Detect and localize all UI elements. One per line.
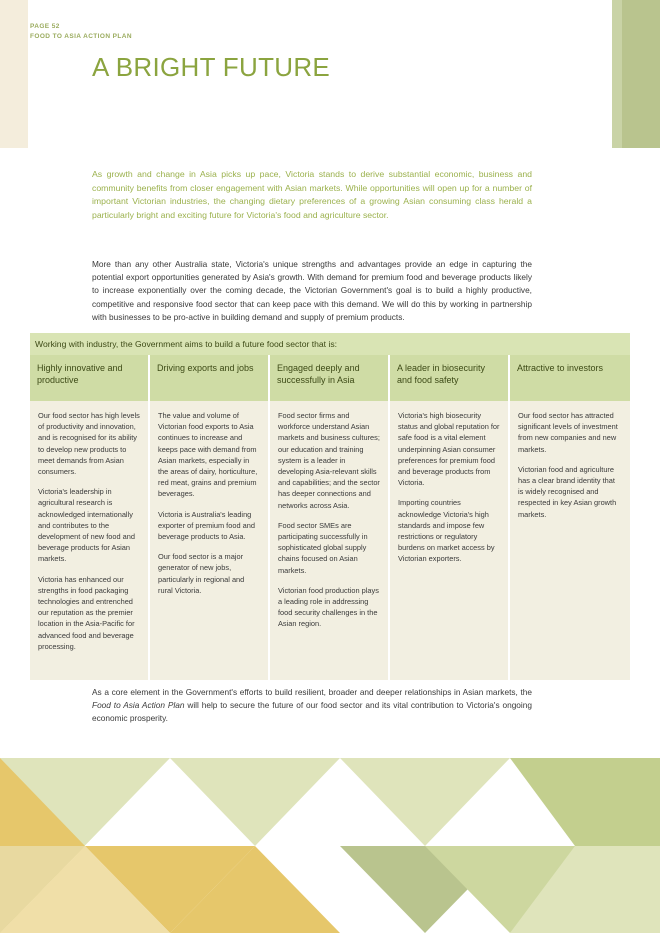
- column-paragraph: Victorian food and agriculture has a clear brand identity that is widely recognised and respected in key Asian growth markets.: [518, 464, 617, 519]
- column-heading: A leader in biosecurity and food safety: [390, 355, 508, 401]
- page-title: A BRIGHT FUTURE: [92, 52, 331, 82]
- intro-body-paragraph: More than any other Australia state, Victoria's unique strengths and advantages provide an edge in capturing the potential export opportunities generated by Asia's growth. With demand for premium food and beverage products likely to increase exponentially over the coming decade, the Victorian Government's goal is to build a highly productive, competitive and responsive food sector that can keep pace with this demand. We will do this by working in partnership with businesses to be pro-active in building demand and supply of premium products.: [92, 259, 532, 322]
- column-body: [510, 401, 630, 680]
- column-paragraph: Our food sector has high levels of productivity and innovation, and is recognised for its ability to develop new products to meet demands from Asian consumers.: [38, 411, 140, 477]
- column-heading: Attractive to investors: [510, 355, 630, 401]
- column-paragraph: Our food sector is a major generator of new jobs, particularly in regional and rural Victoria.: [158, 552, 245, 595]
- future-food-sector-table: [30, 333, 630, 680]
- table-banner: Working with industry, the Government aims to build a future food sector that is:: [30, 333, 630, 355]
- closing-paragraph: [92, 686, 532, 726]
- column-paragraph: Importing countries acknowledge Victoria's high standards and impose few restrictions or regulatory burdens on market access by Victorian exporters.: [398, 498, 495, 564]
- publication-name: FOOD TO ASIA ACTION PLAN: [30, 33, 132, 40]
- plan-title-italic: Food to Asia Action Plan: [92, 700, 185, 711]
- decorative-footer: [0, 758, 660, 933]
- column-paragraph: Victoria's leadership in agricultural research is acknowledged internationally and contributes to the development of new food and beverage products for Asian markets.: [38, 487, 135, 564]
- table-columns: [30, 355, 630, 680]
- footer-triangles: [0, 758, 660, 933]
- column-paragraph: Food sector SMEs are participating successfully in sophisticated global supply chains focused on Asian markets.: [278, 520, 368, 575]
- column-heading: Highly innovative and productive: [30, 355, 148, 401]
- column-paragraph: Victorian food production plays a leading role in addressing food security challenges in the Asian region.: [278, 585, 379, 629]
- column-paragraph: Our food sector has attracted significant levels of investment from new companies and new markets.: [518, 411, 618, 454]
- column-paragraph: The value and volume of Victorian food exports to Asia continues to increase and keeps pace with demand from Asian markets, especially in the areas of dairy, horticulture, red meat, grains and premium beverages.: [158, 411, 258, 499]
- column-body: [30, 401, 148, 680]
- column-paragraph: Victoria has enhanced our strengths in food packaging technologies and entrenched our reputation as the premier location in the Asia-Pacific for advanced food and beverage processing.: [38, 574, 135, 651]
- page-meta: [30, 22, 132, 42]
- decorative-band-right-inner: [612, 0, 622, 148]
- closing-text-after: will help to secure the future of our food sector and its vital contribution to Victoria's ongoing economic prosperity.: [92, 700, 532, 724]
- page-number: PAGE 52: [30, 23, 60, 30]
- decorative-band-right: [622, 0, 660, 148]
- column-body: [390, 401, 508, 680]
- column-heading: Engaged deeply and successfully in Asia: [270, 355, 388, 401]
- closing-text-before: As a core element in the Government's efforts to build resilient, broader and deeper relationships in Asian markets, the: [92, 687, 532, 697]
- decorative-band-left: [0, 0, 28, 148]
- table-column-engaged: [270, 355, 390, 680]
- column-heading: Driving exports and jobs: [150, 355, 268, 401]
- column-body: [270, 401, 388, 680]
- intro-lead-paragraph: As growth and change in Asia picks up pace, Victoria stands to derive substantial economic, business and community benefits from closer engagement with Asian markets. While opportunities will open up for a number of important Victorian industries, the changing dietary preferences of a growing Asian consuming class herald a particularly bright and exciting future for Victoria's food and agriculture sector.: [92, 169, 532, 220]
- column-body: [150, 401, 268, 680]
- column-paragraph: Victoria is Australia's leading exporter of premium food and beverage products to Asia.: [158, 509, 255, 542]
- table-column-exports: [150, 355, 270, 680]
- table-column-biosecurity: [390, 355, 510, 680]
- table-column-investors: [510, 355, 630, 680]
- column-paragraph: Victoria's high biosecurity status and global reputation for safe food is a vital element underpinning Asian consumer preferences for premium food and beverage products from Victoria.: [398, 411, 500, 488]
- column-paragraph: Food sector firms and workforce understand Asian markets and business cultures; our education and training system is a leader in developing Asia-relevant skills and capabilities; and the sector has deeper connections and networks across Asia.: [278, 411, 380, 510]
- table-column-innovative: [30, 355, 150, 680]
